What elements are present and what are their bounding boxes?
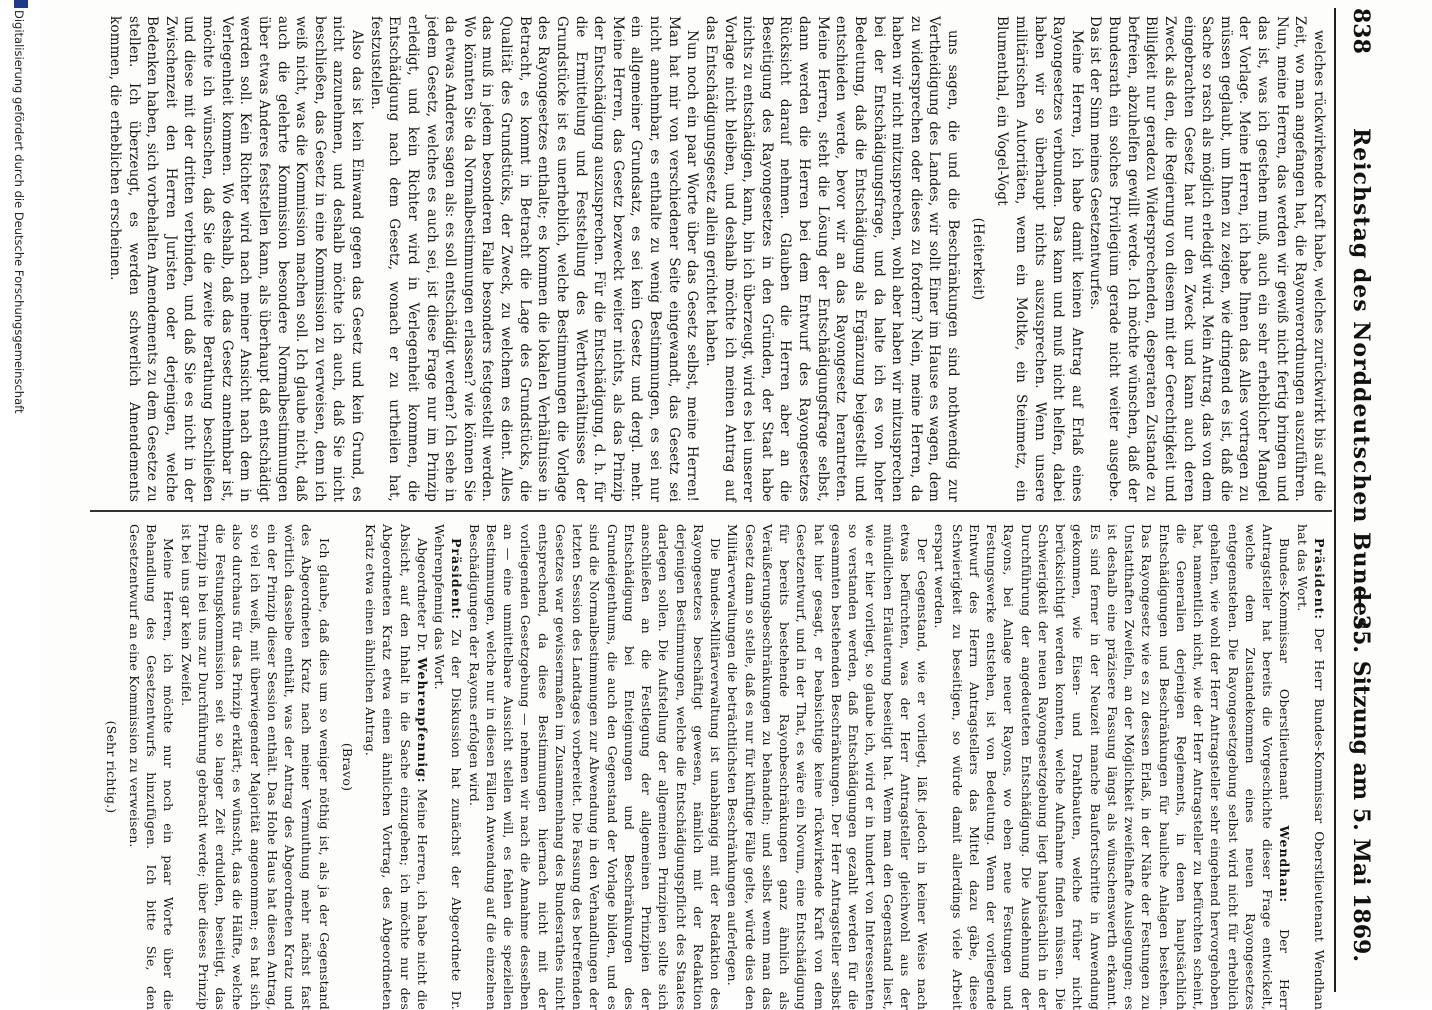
header-rule	[1334, 8, 1336, 992]
paragraph: uns sagen, die und die Beschränkungen sind nothwendig zur Vertheidigung des Landes, wir sollt Einer im Hause es wagen, dem zu widersprechen oder dieses zu fordern? Nein, meine Herren, da haben wir nicht mitzusprechen, wohl aber haben wir mitzusprechen bei der Entschädigungsfrage, und da halte ich es von hoher Bedeutung, daß die Entschädigung als Ergänzung beigestellt und entschieden werde, bevor wir an das Rayongesetz herantreten. Meine Herren, steht die Lösung der Entschädigungsfrage selbst, dann werden die Herren bei dem Entwurf des Rayongesetzes Rücksicht darauf nehmen. Glauben die Herren aber an die Beseitigung des Rayongesetzes in den Gründen, der Staat habe nichts zu entschädigen, kann, bin ich überzeugt, wird es bei unserer Vorlage nicht bleiben, und deshalb möchte ich meinen Antrag auf das Entschädigungsgesetz allein gerichtet haben.	[703, 16, 962, 502]
right-column	[97, 524, 1329, 1010]
paragraph: Die Bundes-Militärverwaltung ist unabhängig mit der Redaktion des Rayongesetzes beschäftigt gewesen, nämlich mit der Redaktion derjenigen Bestimmungen, welche die Entschädigungspflicht des Staates darlegen sollen. Die Aufstellung der allgemeinen Prinzipien sollte sich anschließen an die Festlegung der allgemeinen Prinzipien der Entschädigung bei Enteignungen und Beschränkungen des Grundeigenthums, die auch den Gegenstand der Vorlage bilden, und es sind die Normalbestimmungen zur Abwendung in den Verhandlungen der letzten Session des Landtages vorbereitet. Die Fassung des betreffenden Gesetzes war gewissermaßen im Zusammenhang des Bundesrathes nicht entsprechend, da diese Bestimmungen hiernach nicht mit der vorliegenden Gesetzgebung — nehmen wir nach die Annahme desselben an — eine unmittelbare Aussicht stellen will, es fehlen die speziellen Bestimmungen, welche nur in diesen Fällen Anwendung auf die einzelnen Beschädigungen der Rayons erfolgen wird.	[466, 524, 724, 1010]
page-number: 838	[1348, 8, 1374, 54]
running-header	[1338, 8, 1380, 992]
speaker-paragraph	[431, 524, 466, 1010]
speaker-label: Präsident:	[1312, 538, 1327, 621]
column-divider	[90, 510, 1332, 512]
speaker-paragraph	[362, 524, 431, 1010]
interjection: (Bravo)	[340, 742, 355, 792]
speech-text: Meine Herren, ich habe nicht die Absicht, auf den Inhalt in die Sache einzugehen; ich möchte nur des Abgeordneten Kratz etwa einen ähnlichen Vortrag, des Abgeordneten Kratz etwa einen ähnlichen Antrag.	[363, 524, 430, 1010]
speaker-paragraph	[931, 524, 1293, 1010]
interjection: (Heiterkeit)	[969, 217, 986, 301]
speaker-label: Präsident:	[449, 538, 465, 621]
speaker-label: Wendhan:	[1277, 825, 1293, 904]
credit-text: Digitalisierung gefördert durch die Deutsche Forschungsgemeinschaft	[12, 10, 26, 414]
paragraph: welches rückwirkende Kraft habe, welches zurückwirkt bis auf die Zeit, wo man angefangen hat, die Rayonverordnungen auszuführen. Nun, meine Herren, das werden wir gewiß nicht fertig bringen und das ist, was ich gestehen muß, auch ein sehr erheblicher Mangel der Vorlage. Meine Herren, ich habe Ihnen das Alles vortragen zu müssen geglaubt, um Ihnen zu zeigen, wie dringend es ist, daß die Sache so rasch als möglich erledigt wird. Mein Antrag, das von dem eingebrachten Gesetz hat nur den Zweck und kann auch deren Zweck als den, die Regierung von diesem mit der Gerechtigkeit und Billigkeit nur geradezu Widersprechenden, desperaten Zustande zu befreien, abzuhelfen gewillt werde. Ich möchte wünschen, daß der Bundesrath ein solches Privilegium gerade nicht weiter ausgebe. Das ist der Sinn meines Gesetzentwurfes.	[1087, 16, 1327, 502]
speaker-label: Wehrenpfennig:	[415, 657, 430, 784]
paragraph: Der Gegenstand, wie er vorliegt, läßt jedoch in keiner Weise nach etwas befürchten, was der Herr Antragsteller gleichwohl aus der mündlichen Erläuterung beseitigt hat. Wenn man den Gegenstand liest, wie er hier vorliegt, so glaube ich, wird er in hundert von Interessenten so verstanden werden, daß Entschädigungen gezahlt werden für die gesammten bestehenden Beschränkungen. Der Herr Antragsteller selbst hat hier gesagt, er beabsichtige keine rückwirkende Kraft von dem Gesetzentwurf, und in der That, es wäre ein Novum, eine Entschädigung für bereits bestehende Rayonbeschränkungen ganz ähnlich als Veräußerungsbeschränkungen zu behandeln; und selbst wenn man das Gesetz dann so stelle, daß es nur für künftige Fälle gelte, würde dies den Militärverwaltungen die beträchtlichsten Beschränkungen auferlegen.	[725, 524, 931, 1010]
paragraph: Also das ist kein Einwand gegen das Gesetz und kein Grund, es nicht anzunehmen, und deshalb möchte ich auch, daß Sie nicht beschließen, das Gesetz in eine Kommission zu verweisen, denn ich weiß nicht, was die Kommission machen soll. Ich glaube nicht, daß auch die gelehrte Kommission besondere Normalbestimmungen über etwas Anderes feststellen kann, als überhaupt daß entschädigt werden soll. Kein Richter wird nach meiner Ansicht nach dem in Verlegenheit kommen. Wo deshalb, daß das Gesetz annehmbar ist, möchte ich wünschen, daß Sie die zweite Berathung beschließen und diese mit der dritten verbinden, und daß Sie es nicht in der Zwischenzeit den Herren Juristen oder derjenigen, welche Bedenken haben, sich vorbehalten Amendements zu dem Gesetze zu stellen. Ich überzeugt, es werden schwerlich Amendements kommen, die erheblichen erscheinen.	[107, 16, 366, 502]
session-info: — 35. Sitzung am 5. Mai 1869.	[1348, 585, 1374, 962]
interjection: (Sehr richtig.)	[103, 720, 119, 814]
speech-text: Zu der Diskussion hat zunächst der Abgeordnete Dr. Wehrenpfennig das Wort.	[432, 524, 465, 1010]
paragraph: Nun noch ein paar Worte über das Gesetz selbst, meine Herren! Man hat mir von verschiedener Seite eingewandt, das Gesetz sei nicht annehmbar, es enthalte zu wenig Bestimmungen, es sei nur ein allgemeiner Grundsatz, es sei kein Gesetz und dergl. mehr. Meine Herren, das Gesetz bezweckt weiter nichts, als das Prinzip der Entschädigung auszusprechen. Für die Entschädigung, d. h. für die Ermittelung und Feststellung des Werthverhältnisses der Grundstücke ist es unerheblich, welche Bestimmungen die Vorlage des Rayongesetzes enthalte; es kommen die lokalen Verhältnisse in Betracht, es kommt in Betracht die Lage des Grundstücks, die Qualität des Grundstücks, der Zweck, zu welchem es dient. Alles das muß in jedem besonderen Falle besonders festgestellt werden. Wo könnten Sie da Normalbestimmungen erlassen? wie können Sie da etwas Anderes sagen als: es soll entschädigt werden? Ich sehe in jedem Gesetz, welches es auch sei, ist diese Frage nur im Prinzip erledigt, und kein Richter wird in Verlegenheit kommen, die Entschädigung nach dem Gesetz, wonach er zu urtheilen hat, festzustellen.	[367, 16, 701, 502]
speech-text: Der Herr Bundes-Kommissar Oberstlieutenant Wendhan hat das Wort.	[1294, 524, 1327, 1010]
page-title: Reichstag des Norddeutschen Bundes.	[1348, 128, 1374, 640]
speech-text: Der Herr Antragsteller hat bereits die Vorgeschichte dieser Frage entwickelt, welche dem Zustandekommen eines neuen Rayongesetzes entgegenstehen. Die Rayongesetzgebung selbst wird nicht für erheblich gehalten, wie wohl der Herr Antragsteller sehr eingehend hervorgehoben hat, namentlich nicht, wie der Herr Antragsteller zu befürchten scheint, die Generalien derjenigen Reglements, in denen hauptsächlich Entschädigungen und Beschränkungen für bauliche Anlagen bestehen. Das Rayongesetz wie es zu dessen Erlaß, in der Nähe der Festungen zu Unstatthaften Zweifeln, an der Möglichkeit zweifelhafte Auslegungen; es ist deshalb eine präzisere Fassung längst als wünschenswerth erkannt. Es sind ferner in der Neuzeit manche Baufortschritte in Anwendung gekommen, wie Eisen- und Drahtbauten, welche früher nicht berücksichtigt werden konnten, welche Aufnahme finden müssen. Die Schwierigkeit der neuen Rayongesetzgebung liegt hauptsächlich in der Durchführung der angedeuteten Entschädigung. Die Ausdehnung der Rayons, bei Anlage neuer Rayons, wo eben neue Festungen und Festungswerke entstehen, ist von Bedeutung. Wenn der vorliegende Entwurf des Herrn Antragstellers das Mittel dazu gäbe, diese Schwierigkeit zu beseitigen, so würde damit allerdings viele Arbeit erspart werden.	[932, 524, 1293, 1010]
speaker-role: Abgeordneter Dr.	[415, 538, 430, 653]
digitization-credit	[0, 0, 40, 1000]
speaker-paragraph	[1294, 524, 1329, 1010]
speaker-role: Bundes-Kommissar Oberstlieutenant	[1277, 538, 1293, 800]
paragraph: Ich glaube, daß dies um so weniger nöthig ist, als ja der Gegenstand des Abgeordneten Kratz nach meiner Vermuthung mehr nächst fast wörtlich dasselbe enthält, was der Antrag des Abgeordneten Kratz und ein der Prinzip dieser Session enthält. Das Hohe Haus hat diesen Antrag, so viel ich weiß, mit überwiegender Majorität angenommen; es hat sich also durchaus für das Prinzip erklärt; es wünscht, das die Hälfte, welche die Festungskommission seit so langer Zeit erdulden, beseitigt, das Prinzip in bei uns zur Durchführung gebracht werde; über dieses Prinzip ist bei uns gar kein Zweifel.	[178, 524, 332, 1010]
dfg-logo-icon	[14, 0, 28, 8]
left-column	[105, 16, 1328, 502]
paragraph: Meine Herren, ich möchte nur noch ein paar Worte über die Behandlung des Gesetzentwurfs hinzufügen. Ich bitte Sie, den Gesetzentwurf an eine Kommission zu verweisen.	[127, 524, 177, 1010]
paragraph: Meine Herren, ich habe damit keinen Antrag auf Erlaß eines Rayongesetzes verbunden. Das kann und muß nicht helfen, dabei haben wir so überhaupt nichts auszusprechen. Wenn unsere militärischen Autoritäten, wenn ein Moltke, ein Steinmetz, ein Blumenthal, ein Vogel-Vogt	[994, 16, 1085, 502]
